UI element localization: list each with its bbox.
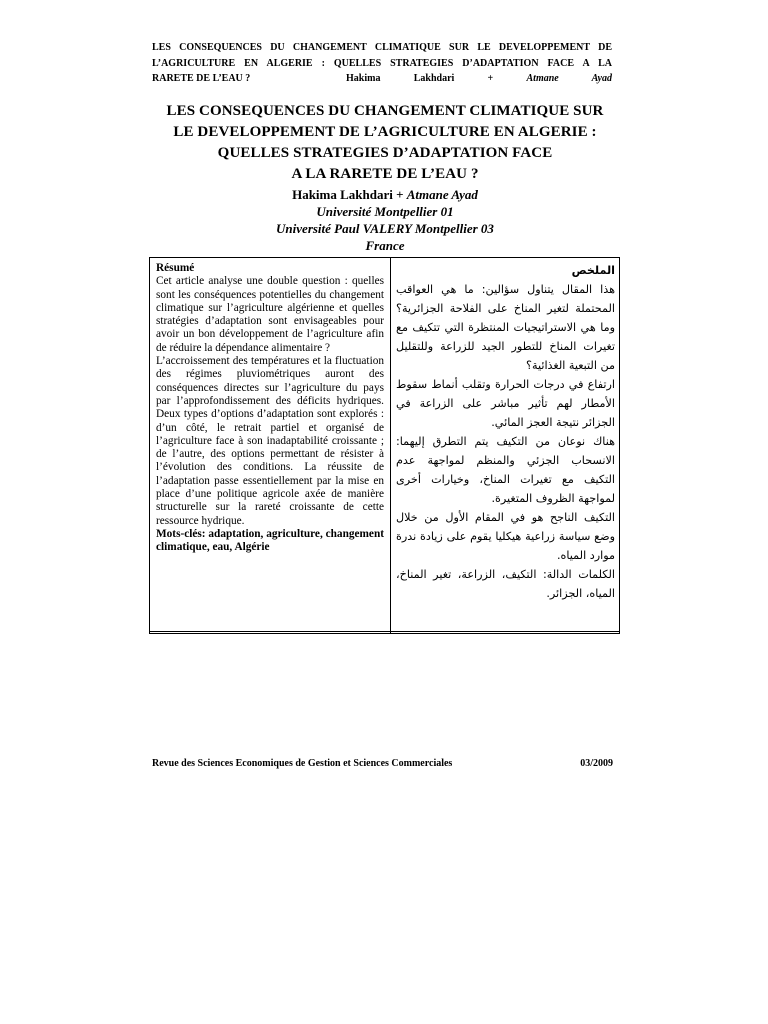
issue-number: 03/2009 <box>580 758 613 769</box>
running-header-author-1: Hakima Lakhdari + <box>346 73 494 84</box>
column-divider <box>390 258 391 633</box>
running-header-authors <box>346 71 612 87</box>
abstract-ar-keywords: الكلمات الدالة: التكيف، الزراعة، تغير المناخ، المياه، الجزائر. <box>396 568 615 600</box>
title-line-4: A LA RARETE DE L’EAU ? <box>291 166 479 182</box>
abstract-ar-heading: الملخص <box>571 264 615 277</box>
country: France <box>365 238 405 253</box>
abstract-ar-paragraph-2: ارتفاع في درجات الحرارة وتقلب أنماط سقوط الأمطار لهم تأثير مباشر على الزراعة في الجزائر نتيجة العجز المائي. <box>396 378 615 429</box>
title-line-1: LES CONSEQUENCES DU CHANGEMENT CLIMATIQUE SUR <box>166 103 604 119</box>
page-footer <box>152 758 613 769</box>
running-header-line-3 <box>152 71 612 87</box>
journal-name: Revue des Sciences Economiques de Gestion et Sciences Commerciales <box>152 758 453 769</box>
title-line-3: QUELLES STRATEGIES D’ADAPTATION FACE <box>217 145 553 161</box>
abstract-french <box>156 262 384 555</box>
running-header-line-2: L’AGRICULTURE EN ALGERIE : QUELLES STRATEGIES D’ADAPTATION FACE A LA <box>152 57 612 69</box>
abstract-ar-paragraph-3: هناك نوعان من التكيف يتم التطرق إليهما: الانسحاب الجزئي والمنظم لمواجهة عدم التكيف مع تغيرات المناخ، وخيارات أخرى لمواجهة الظروف المتغيرة. <box>396 435 615 505</box>
author-2: Atmane Ayad <box>406 187 478 202</box>
abstract-table <box>149 257 620 634</box>
abstract-ar-paragraph-4: التكيف الناجح هو في المقام الأول من خلال وضع سياسة زراعية هيكليا يقوم على زيادة ندرة موارد المياه. <box>396 511 615 562</box>
author-1: Hakima Lakhdari + <box>292 187 404 202</box>
abstract-ar-paragraph-1: هذا المقال يتناول سؤالين: ما هي العواقب المحتملة لتغير المناخ على الفلاحة الجزائرية؟ وما هي الاستراتيجيات المنتظرة التي تتكيف مع تغيرات المناخ للتطور الجيد للزراعة وللتقليل من التبعية الغذائية؟ <box>396 283 615 372</box>
abstract-fr-paragraph-1: Cet article analyse une double question : quelles sont les conséquences potentielles du changement climatique sur l’agriculture algérienne et quelles stratégies d’adaptation sont envisageables pour avoir un bon développement de l’agriculture afin de réduire la dépendance alimentaire ? <box>156 275 384 354</box>
affiliation-2: Université Paul VALERY Montpellier 03 <box>276 221 494 236</box>
affiliation-1: Université Montpellier 01 <box>316 204 454 219</box>
table-bottom-rule <box>150 631 619 632</box>
abstract-fr-paragraph-2: L’accroissement des températures et la fluctuation des régimes pluviométriques auront des conséquences directes sur l’agriculture du pays par l’approfondissement des déficits hydriques. Deux types d’options d’adaptation sont explorés : d’un côté, le retrait partiel et organisé de l’agriculture face à son inadaptabilité croissante ; de l’autre, des options permettant de résister à l’évolution des conditions. La réussite de l’adaptation passe essentiellement par la mise en place d’une politique agricole axée de manière structurelle sur la rareté croissante de cette ressource hydrique. <box>156 355 384 527</box>
title-line-2: LE DEVELOPPEMENT DE L’AGRICULTURE EN ALGERIE : <box>173 124 597 140</box>
author-names <box>140 186 630 203</box>
abstract-fr-heading: Résumé <box>156 262 195 274</box>
abstract-fr-keywords: Mots-clés: adaptation, agriculture, changement climatique, eau, Algérie <box>156 527 384 554</box>
running-header <box>152 40 612 87</box>
running-header-author-2: Atmane Ayad <box>526 73 612 84</box>
running-header-line-1: LES CONSEQUENCES DU CHANGEMENT CLIMATIQUE SUR LE DEVELOPPEMENT DE <box>152 42 612 53</box>
running-header-title-end: RARETE DE L’EAU ? <box>152 73 251 84</box>
abstract-arabic <box>396 261 615 603</box>
article-title-block <box>140 101 630 254</box>
